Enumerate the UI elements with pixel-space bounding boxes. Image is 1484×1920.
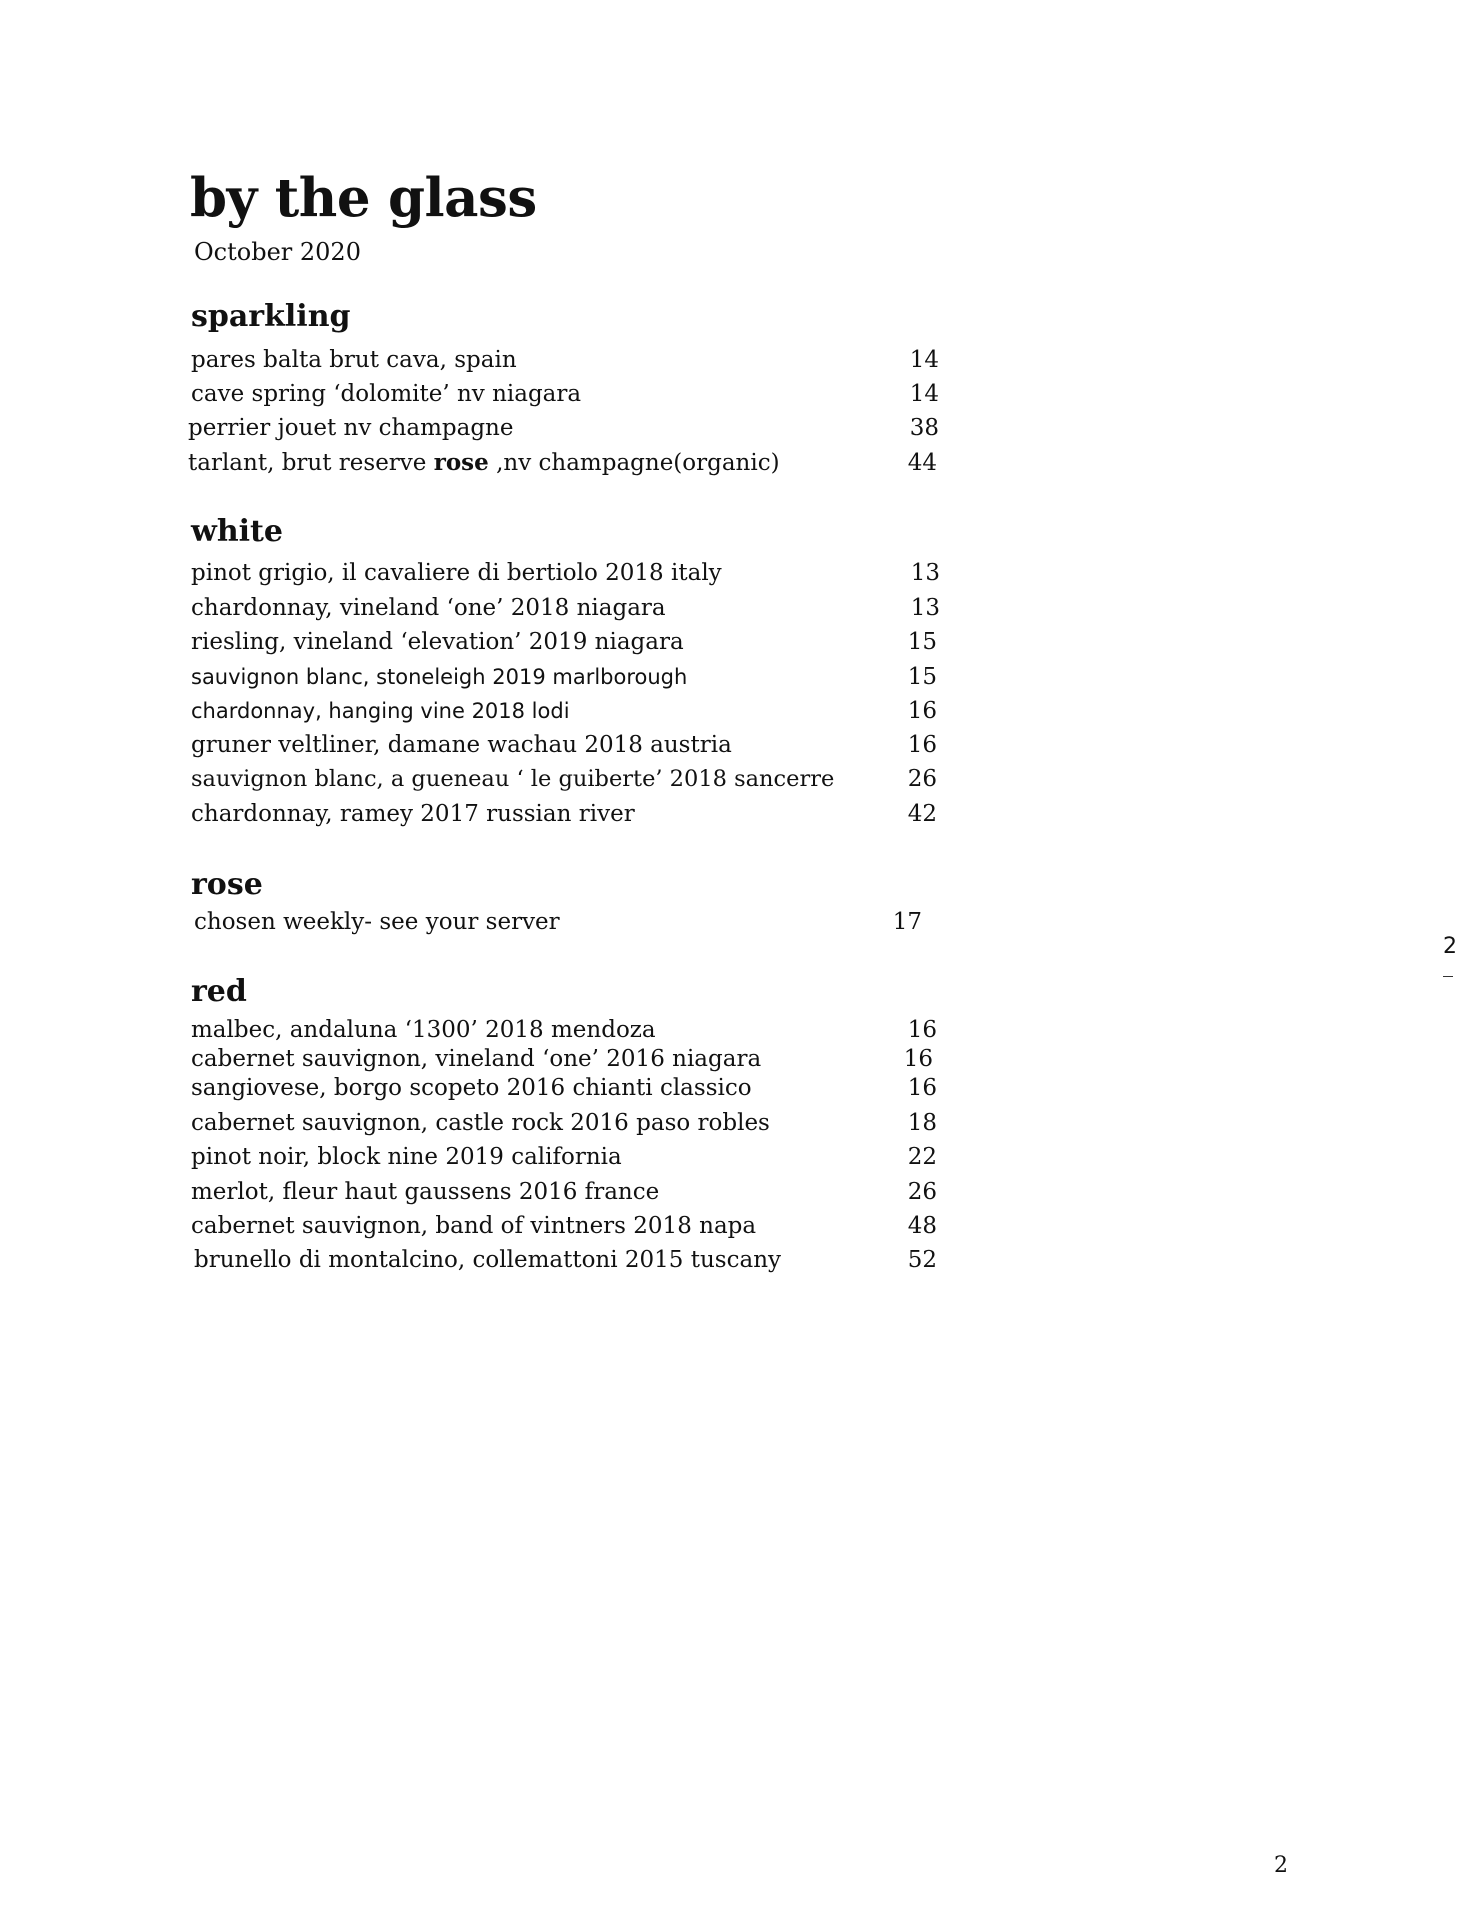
wine-name: [188, 446, 780, 480]
wine-name: cabernet sauvignon, vineland ‘one’ 2016 niagara: [191, 1046, 762, 1072]
wine-name-part: ,nv champagne(organic): [488, 450, 780, 476]
wine-name: cabernet sauvignon, castle rock 2016 paso robles: [191, 1110, 770, 1136]
wine-name: pares balta brut cava, spain: [191, 347, 517, 373]
list-item: [191, 762, 951, 796]
wine-price: 22: [907, 1144, 937, 1170]
wine-name: merlot, fleur haut gaussens 2016 france: [191, 1179, 660, 1205]
list-item: [191, 1175, 951, 1209]
list-item: [191, 556, 951, 590]
wine-price: 26: [907, 766, 937, 792]
list-item: [191, 377, 951, 411]
wine-price: 16: [907, 1017, 937, 1043]
wine-price: 16: [907, 1075, 937, 1101]
wine-price: 15: [907, 629, 937, 655]
wine-name-bold-part: rose: [433, 449, 489, 476]
wine-price: 17: [892, 909, 922, 935]
wine-name: malbec, andaluna ‘1300’ 2018 mendoza: [191, 1017, 656, 1043]
wine-name: chardonnay, ramey 2017 russian river: [191, 801, 635, 827]
list-item: [191, 1209, 951, 1243]
list-item: [191, 343, 951, 377]
wine-price: 26: [907, 1179, 937, 1205]
wine-name: sauvignon blanc, stoneleigh 2019 marlborough: [191, 665, 688, 689]
list-item: [191, 660, 951, 694]
wine-price: 15: [907, 664, 937, 690]
wine-name: chosen weekly- see your server: [194, 909, 560, 935]
margin-number: 2: [1443, 934, 1457, 959]
wine-price: 42: [907, 801, 937, 827]
list-item: [191, 1106, 951, 1140]
section-heading-red: red: [191, 974, 247, 1009]
wine-price: 16: [907, 732, 937, 758]
page-number: 2: [1274, 1853, 1288, 1878]
wine-name: sangiovese, borgo scopeto 2016 chianti classico: [191, 1075, 752, 1101]
list-item: [191, 728, 951, 762]
wine-price: 18: [907, 1110, 937, 1136]
list-item: [188, 446, 948, 480]
wine-name: pinot grigio, il cavaliere di bertiolo 2018 italy: [191, 560, 722, 586]
wine-name: chardonnay, hanging vine 2018 lodi: [191, 699, 570, 723]
wine-name: riesling, vineland ‘elevation’ 2019 niagara: [191, 629, 684, 655]
wine-price: 16: [903, 1046, 933, 1072]
wine-price: 38: [909, 415, 939, 441]
list-item: [188, 411, 948, 445]
wine-name: sauvignon blanc, a gueneau ‘ le guiberte’ 2018 sancerre: [191, 766, 835, 792]
wine-price: 44: [907, 450, 937, 476]
wine-name: cabernet sauvignon, band of vintners 2018 napa: [191, 1213, 757, 1239]
list-item: [194, 1243, 954, 1277]
list-item: [191, 797, 951, 831]
wine-name: brunello di montalcino, collemattoni 2015 tuscany: [194, 1247, 782, 1273]
section-heading-sparkling: sparkling: [191, 299, 351, 334]
wine-name: chardonnay, vineland ‘one’ 2018 niagara: [191, 595, 666, 621]
list-item: [191, 694, 951, 728]
list-item: [191, 625, 951, 659]
section-heading-white: white: [191, 514, 283, 549]
wine-name: pinot noir, block nine 2019 california: [191, 1144, 622, 1170]
wine-name: gruner veltliner, damane wachau 2018 austria: [191, 732, 732, 758]
wine-price: 48: [907, 1213, 937, 1239]
wine-price: 13: [910, 595, 940, 621]
list-item: [194, 905, 954, 939]
section-heading-rose: rose: [191, 867, 263, 902]
list-item: [191, 1071, 951, 1105]
wine-price: 16: [907, 698, 937, 724]
list-item: [191, 1140, 951, 1174]
margin-dash: [1443, 976, 1453, 977]
wine-price: 13: [910, 560, 940, 586]
wine-price: 14: [909, 381, 939, 407]
menu-date: October 2020: [194, 238, 361, 266]
wine-price: 14: [909, 347, 939, 373]
page-title: by the glass: [190, 167, 537, 229]
list-item: [191, 591, 951, 625]
wine-name-part: tarlant, brut reserve: [188, 450, 434, 476]
wine-price: 52: [907, 1247, 937, 1273]
wine-name: cave spring ‘dolomite’ nv niagara: [191, 381, 582, 407]
wine-name: perrier jouet nv champagne: [188, 415, 514, 441]
